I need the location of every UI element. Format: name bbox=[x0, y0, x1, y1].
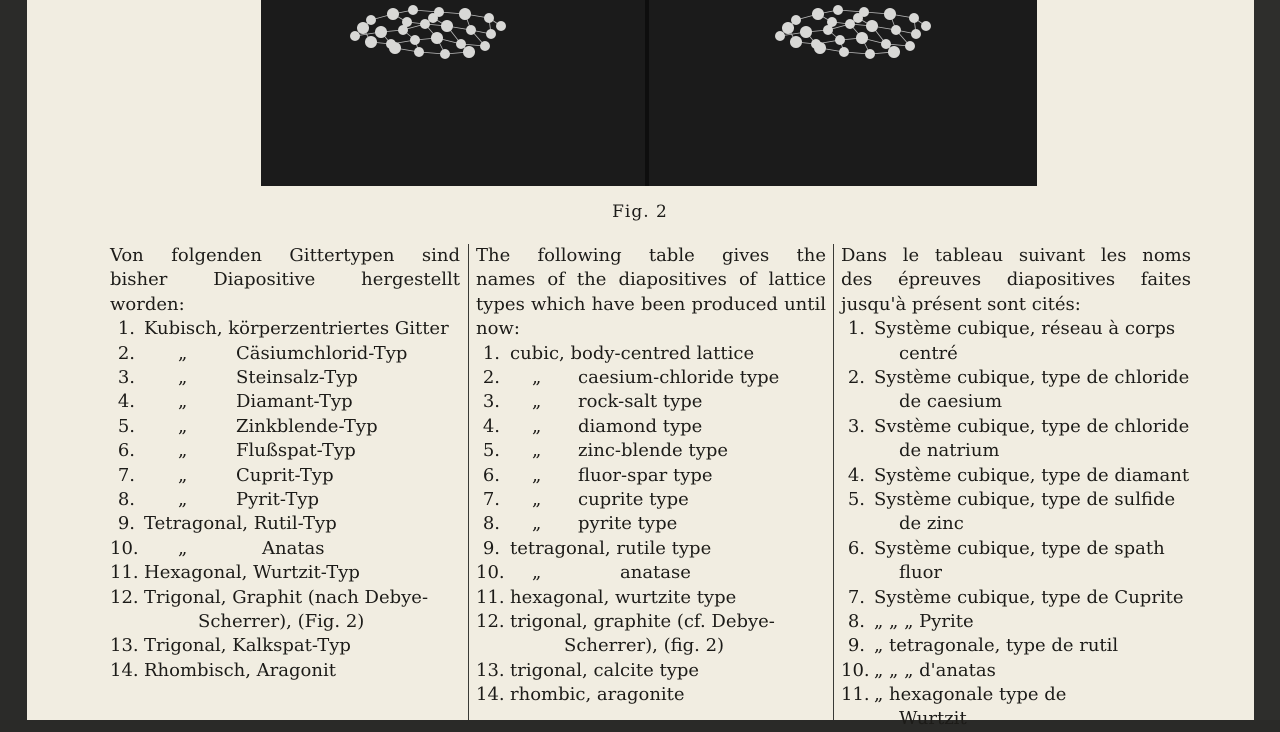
scan-right-edge bbox=[1254, 0, 1280, 720]
item-text: „ hexagonale type de bbox=[874, 684, 1067, 706]
item-text: Système cubique, réseau à corps bbox=[874, 318, 1176, 340]
lattice-atom bbox=[408, 5, 418, 15]
lattice-atom bbox=[881, 39, 891, 49]
item-number: 6. bbox=[847, 537, 865, 559]
lattice-atom bbox=[800, 26, 812, 38]
german-column bbox=[110, 244, 460, 683]
list-item bbox=[841, 683, 1191, 707]
item-number: 10. bbox=[476, 562, 505, 584]
list-item bbox=[110, 415, 460, 439]
item-number: 6. bbox=[482, 464, 500, 486]
item-number: 14. bbox=[110, 659, 139, 681]
ditto-mark: „ bbox=[178, 537, 188, 559]
lattice-atom bbox=[866, 20, 878, 32]
list-item bbox=[476, 659, 826, 683]
item-number: 10. bbox=[110, 537, 139, 559]
item-text: rock-salt type bbox=[578, 391, 703, 413]
list-item bbox=[841, 464, 1191, 488]
item-text: fluor-spar type bbox=[578, 464, 713, 486]
list-item bbox=[476, 415, 826, 439]
item-text: zinc-blende type bbox=[578, 440, 728, 462]
list-item bbox=[841, 537, 1191, 561]
lattice-atom bbox=[835, 35, 845, 45]
ditto-mark: „ bbox=[532, 415, 542, 437]
item-text: Rhombisch, Aragonit bbox=[144, 659, 336, 681]
item-number: 1. bbox=[117, 318, 135, 340]
item-number: 7. bbox=[847, 586, 865, 608]
lattice-atom bbox=[853, 13, 863, 23]
ditto-mark: „ bbox=[178, 440, 188, 462]
list-item bbox=[110, 439, 460, 463]
ditto-mark: „ bbox=[532, 367, 542, 389]
list-item-continuation bbox=[841, 561, 1191, 585]
list-item bbox=[841, 659, 1191, 683]
figure-caption: Fig. 2 bbox=[612, 202, 668, 222]
item-number: 1. bbox=[482, 342, 500, 364]
lattice-atom bbox=[496, 21, 506, 31]
item-text: diamond type bbox=[578, 415, 703, 437]
lattice-atom bbox=[484, 13, 494, 23]
lattice-atom bbox=[856, 32, 868, 44]
item-text: pyrite type bbox=[578, 513, 678, 535]
english-intro-line: types which have been produced until bbox=[476, 293, 826, 315]
item-text: Tetragonal, Rutil-Typ bbox=[144, 513, 337, 535]
list-item bbox=[110, 634, 460, 658]
lattice-model-left bbox=[341, 0, 521, 70]
list-item-continuation bbox=[841, 512, 1191, 536]
item-text-continuation: Scherrer), (fig. 2) bbox=[564, 635, 725, 657]
english-intro-line: names of the diapositives of lattice bbox=[476, 269, 826, 291]
item-number: 14. bbox=[476, 684, 505, 706]
lattice-atom bbox=[463, 46, 475, 58]
lattice-atom bbox=[459, 8, 471, 20]
list-item bbox=[841, 586, 1191, 610]
lattice-atom bbox=[375, 26, 387, 38]
item-number: 5. bbox=[847, 488, 865, 510]
item-number: 2. bbox=[482, 367, 500, 389]
item-number: 8. bbox=[482, 513, 500, 535]
english-intro-line: The following table gives the bbox=[476, 245, 826, 266]
item-number: 9. bbox=[847, 635, 865, 657]
list-item bbox=[476, 488, 826, 512]
item-text: Système cubique, type de Cuprite bbox=[874, 586, 1184, 608]
ditto-mark: „ bbox=[178, 464, 188, 486]
ditto-mark: „ bbox=[532, 488, 542, 510]
item-text: Zinkblende-Typ bbox=[236, 415, 378, 437]
list-item bbox=[476, 366, 826, 390]
item-number: 9. bbox=[117, 513, 135, 535]
item-text: caesium-chloride type bbox=[578, 367, 780, 389]
item-number: 3. bbox=[482, 391, 500, 413]
list-item-continuation bbox=[476, 634, 826, 658]
item-number: 1. bbox=[847, 318, 865, 340]
item-number: 4. bbox=[117, 391, 135, 413]
french-intro-line: Dans le tableau suivant les noms bbox=[841, 245, 1191, 266]
item-text-continuation: de zinc bbox=[899, 513, 964, 535]
german-intro-line: Von folgenden Gittertypen sind bbox=[110, 245, 460, 266]
french-column bbox=[841, 244, 1191, 732]
item-text: Pyrit-Typ bbox=[236, 488, 320, 510]
list-item bbox=[110, 561, 460, 585]
item-text: Steinsalz-Typ bbox=[236, 367, 358, 388]
item-text: Kubisch, körperzentriertes Gitter bbox=[144, 318, 449, 340]
item-text: Cuprit-Typ bbox=[236, 464, 334, 486]
list-item-continuation bbox=[841, 439, 1191, 463]
column-rule bbox=[833, 244, 834, 720]
list-item bbox=[476, 561, 826, 585]
list-item bbox=[110, 586, 460, 610]
list-item bbox=[110, 659, 460, 683]
lattice-atom bbox=[440, 49, 450, 59]
item-number: 8. bbox=[117, 488, 135, 510]
item-number: 10. bbox=[841, 659, 870, 681]
item-text: Système cubique, type de diamant bbox=[874, 464, 1190, 486]
lattice-atom bbox=[389, 42, 401, 54]
list-item bbox=[110, 366, 460, 390]
item-text: cuprite type bbox=[578, 488, 689, 510]
lattice-atom bbox=[827, 17, 837, 27]
item-number: 12. bbox=[476, 610, 505, 632]
item-number: 5. bbox=[482, 440, 500, 462]
list-item bbox=[110, 317, 460, 341]
item-text: trigonal, graphite (cf. Debye- bbox=[510, 610, 775, 632]
item-number: 2. bbox=[117, 342, 135, 364]
lattice-atom bbox=[791, 15, 801, 25]
lattice-atom bbox=[891, 25, 901, 35]
list-item bbox=[841, 366, 1191, 390]
item-number: 9. bbox=[482, 537, 500, 559]
list-item bbox=[476, 464, 826, 488]
lattice-atom bbox=[480, 41, 490, 51]
item-text-continuation: fluor bbox=[899, 562, 943, 584]
lattice-atom bbox=[888, 46, 900, 58]
item-text: Hexagonal, Wurtzit-Typ bbox=[144, 562, 360, 584]
item-text: „ „ „ d'anatas bbox=[874, 659, 996, 681]
lattice-atom bbox=[911, 29, 921, 39]
item-number: 11. bbox=[476, 586, 505, 608]
item-text: Système cubique, type de chloride bbox=[874, 367, 1190, 388]
lattice-atom bbox=[921, 21, 931, 31]
list-item bbox=[476, 439, 826, 463]
item-number: 7. bbox=[117, 464, 135, 486]
item-text: tetragonal, rutile type bbox=[510, 537, 712, 559]
lattice-atom bbox=[865, 49, 875, 59]
item-number: 2. bbox=[847, 367, 865, 388]
item-number: 13. bbox=[110, 635, 139, 657]
lattice-atom bbox=[775, 31, 785, 41]
list-item bbox=[841, 634, 1191, 658]
list-item bbox=[841, 488, 1191, 512]
lattice-atom bbox=[812, 8, 824, 20]
list-item bbox=[110, 488, 460, 512]
item-text: Svstème cubique, type de chloride bbox=[874, 415, 1190, 437]
item-text: rhombic, aragonite bbox=[510, 684, 685, 706]
lattice-atom bbox=[441, 20, 453, 32]
ditto-mark: „ bbox=[532, 562, 542, 584]
lattice-atom bbox=[357, 22, 369, 34]
lattice-atom bbox=[366, 15, 376, 25]
item-number: 5. bbox=[117, 415, 135, 437]
german-intro-line: bisher Diapositive hergestellt bbox=[110, 269, 460, 291]
stereo-divider bbox=[645, 0, 649, 186]
ditto-mark: „ bbox=[178, 367, 188, 388]
item-number: 8. bbox=[847, 610, 865, 632]
item-text: anatase bbox=[620, 562, 691, 584]
item-number: 12. bbox=[110, 586, 139, 608]
lattice-atom bbox=[431, 32, 443, 44]
scan-left-edge bbox=[0, 0, 27, 720]
list-item bbox=[476, 390, 826, 414]
english-intro-line: now: bbox=[476, 318, 520, 340]
ditto-mark: „ bbox=[532, 513, 542, 535]
list-item bbox=[476, 512, 826, 536]
lattice-model-right bbox=[766, 0, 946, 70]
lattice-atom bbox=[833, 5, 843, 15]
lattice-atom bbox=[365, 36, 377, 48]
lattice-atom bbox=[456, 39, 466, 49]
item-text: Trigonal, Graphit (nach Debye- bbox=[144, 586, 429, 608]
french-intro-line: des épreuves diapositives faites bbox=[841, 269, 1191, 291]
lattice-atom bbox=[387, 8, 399, 20]
item-text: Anatas bbox=[262, 537, 325, 559]
english-list bbox=[476, 342, 826, 708]
item-text-continuation: Scherrer), (Fig. 2) bbox=[198, 610, 365, 632]
item-text-continuation: de caesium bbox=[899, 391, 1003, 413]
list-item bbox=[476, 342, 826, 366]
german-intro-line: worden: bbox=[110, 293, 185, 315]
lattice-atom bbox=[814, 42, 826, 54]
item-text: cubic, body-centred lattice bbox=[510, 342, 755, 364]
column-rule bbox=[468, 244, 469, 720]
item-number: 6. bbox=[117, 440, 135, 462]
item-number: 7. bbox=[482, 488, 500, 510]
ditto-mark: „ bbox=[178, 391, 188, 413]
list-item bbox=[841, 317, 1191, 341]
ditto-mark: „ bbox=[178, 415, 188, 437]
item-number: 3. bbox=[117, 367, 135, 388]
lattice-atom bbox=[905, 41, 915, 51]
lattice-atom bbox=[884, 8, 896, 20]
list-item bbox=[476, 683, 826, 707]
ditto-mark: „ bbox=[178, 488, 188, 510]
french-list bbox=[841, 317, 1191, 732]
item-text-continuation: centré bbox=[899, 342, 958, 364]
lattice-atom bbox=[486, 29, 496, 39]
stereo-lattice-photograph bbox=[261, 0, 1037, 186]
item-text: Système cubique, type de sulfide bbox=[874, 488, 1176, 510]
list-item bbox=[110, 512, 460, 536]
ditto-mark: „ bbox=[178, 342, 188, 364]
list-item bbox=[476, 586, 826, 610]
ditto-mark: „ bbox=[532, 464, 542, 486]
lattice-atom bbox=[428, 13, 438, 23]
lattice-atom bbox=[402, 17, 412, 27]
list-item bbox=[110, 464, 460, 488]
french-intro-line: jusqu'à présent sont cités: bbox=[841, 293, 1081, 315]
list-item bbox=[476, 610, 826, 634]
list-item bbox=[110, 342, 460, 366]
item-number: 3. bbox=[847, 415, 865, 437]
list-item bbox=[841, 415, 1191, 439]
item-number: 13. bbox=[476, 659, 505, 681]
lattice-atom bbox=[845, 19, 855, 29]
lattice-atom bbox=[790, 36, 802, 48]
item-text: Cäsiumchlorid-Typ bbox=[236, 342, 408, 364]
list-item bbox=[476, 537, 826, 561]
lattice-atom bbox=[466, 25, 476, 35]
lattice-atom bbox=[420, 19, 430, 29]
list-item bbox=[841, 610, 1191, 634]
list-item bbox=[110, 390, 460, 414]
item-text: trigonal, calcite type bbox=[510, 659, 700, 681]
ditto-mark: „ bbox=[532, 391, 542, 413]
list-item-continuation bbox=[841, 390, 1191, 414]
item-text: Flußspat-Typ bbox=[236, 440, 356, 462]
lattice-atom bbox=[839, 47, 849, 57]
list-item-continuation bbox=[110, 610, 460, 634]
lattice-atom bbox=[909, 13, 919, 23]
item-text: hexagonal, wurtzite type bbox=[510, 586, 737, 608]
item-text-continuation: Wurtzit bbox=[899, 708, 967, 730]
lattice-atom bbox=[410, 35, 420, 45]
item-number: 4. bbox=[847, 464, 865, 486]
item-number: 11. bbox=[841, 684, 870, 706]
item-text: Système cubique, type de spath bbox=[874, 537, 1165, 559]
lattice-atom bbox=[782, 22, 794, 34]
lattice-atom bbox=[350, 31, 360, 41]
item-text-continuation: de natrium bbox=[899, 440, 1000, 462]
item-text: Diamant-Typ bbox=[236, 391, 353, 413]
item-number: 4. bbox=[482, 415, 500, 437]
item-text: „ tetragonale, type de rutil bbox=[874, 635, 1119, 657]
item-text: Trigonal, Kalkspat-Typ bbox=[144, 635, 351, 657]
item-text: „ „ „ Pyrite bbox=[874, 610, 974, 632]
list-item-continuation bbox=[841, 342, 1191, 366]
item-number: 11. bbox=[110, 562, 139, 584]
list-item bbox=[110, 537, 460, 561]
english-column bbox=[476, 244, 826, 707]
lattice-atom bbox=[414, 47, 424, 57]
german-list bbox=[110, 317, 460, 683]
ditto-mark: „ bbox=[532, 440, 542, 462]
